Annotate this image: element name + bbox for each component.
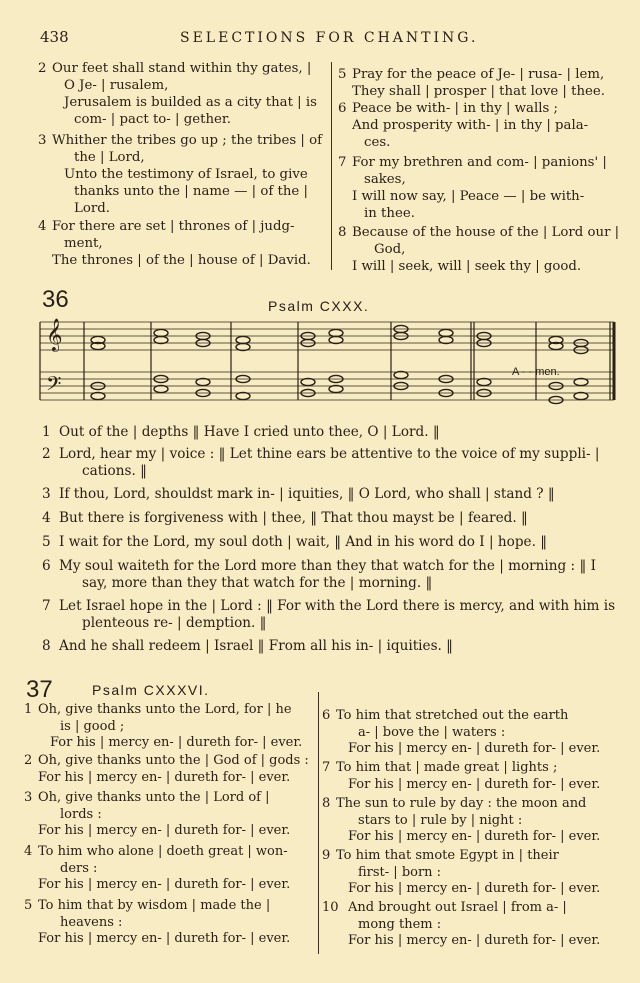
psalm-title: Psalm CXXX. bbox=[268, 298, 370, 314]
verse-number: 1 bbox=[24, 702, 33, 717]
verse-line: And he shall redeem | Israel ‖ From all his in- | iquities. ‖ bbox=[59, 638, 453, 654]
verse-line: To him who alone | doeth great | won- bbox=[38, 844, 288, 859]
verse-number: 7 bbox=[322, 760, 331, 775]
verse bbox=[322, 760, 618, 796]
verse bbox=[322, 900, 618, 950]
verse-line: To him that by wisdom | made the | bbox=[38, 898, 271, 913]
verse-line: Lord, hear my | voice : ‖ Let thine ears be attentive to the voice of my suppli- | bbox=[59, 446, 600, 462]
verse bbox=[42, 424, 617, 441]
verse-line: the | Lord, bbox=[74, 150, 145, 165]
verse-line: Oh, give thanks unto the | God of | gods : bbox=[38, 753, 309, 768]
verse-line: com- | pact to- | gether. bbox=[74, 112, 231, 127]
verse-number: 3 bbox=[38, 133, 47, 148]
verse-line: And prosperity with- | in thy | pala- bbox=[352, 118, 589, 133]
verse-number: 10 bbox=[322, 900, 339, 915]
verse-line: God, bbox=[374, 242, 406, 257]
verse bbox=[42, 446, 617, 480]
verse-line: sakes, bbox=[364, 172, 406, 187]
verse-number: 9 bbox=[322, 848, 331, 863]
verse bbox=[42, 534, 617, 551]
verse-number: 6 bbox=[338, 101, 347, 116]
verse-line: ment, bbox=[64, 236, 103, 251]
svg-text:𝄞: 𝄞 bbox=[46, 318, 63, 351]
verse bbox=[42, 638, 617, 655]
verse bbox=[24, 790, 314, 844]
verse-line: I wait for the Lord, my soul doth | wait, ‖ And in his word do I | hope. ‖ bbox=[59, 534, 548, 550]
verse-line: plenteous re- | demption. ‖ bbox=[82, 615, 267, 631]
verse-line: Oh, give thanks unto the Lord, for | he bbox=[38, 702, 292, 717]
verse-line: I will | seek, will | seek thy | good. bbox=[352, 259, 582, 274]
verse-line: For his | mercy en- | dureth for- | ever. bbox=[348, 881, 601, 896]
top-right-column bbox=[338, 66, 620, 275]
verse-line: Unto the testimony of Israel, to give bbox=[64, 167, 308, 182]
verse bbox=[338, 154, 620, 224]
verse-line: Whither the tribes go up ; the tribes | of bbox=[52, 133, 323, 148]
verse-line: To him that | made great | lights ; bbox=[336, 760, 558, 775]
verse-line: ders : bbox=[60, 860, 98, 876]
verse-line: say, more than they that watch for the | morning. ‖ bbox=[82, 575, 433, 591]
verse bbox=[322, 796, 618, 848]
verse-line: Pray for the peace of Je- | rusa- | lem, bbox=[352, 67, 605, 82]
verse-line: For his | mercy en- | dureth for- | ever. bbox=[38, 769, 291, 785]
verse-number: 5 bbox=[24, 898, 33, 913]
verse bbox=[24, 702, 314, 753]
verse-line: stars to | rule by | night : bbox=[358, 812, 523, 828]
verse-line: For his | mercy en- | dureth for- | ever. bbox=[38, 823, 291, 838]
verse-line: heavens : bbox=[60, 914, 123, 930]
column-divider bbox=[331, 62, 332, 270]
verse-line: To him that smote Egypt in | their bbox=[336, 848, 559, 863]
verse-line: in thee. bbox=[364, 206, 415, 221]
verse bbox=[38, 132, 326, 218]
psalm-title: Psalm CXXXVI. bbox=[92, 682, 210, 698]
top-left-column bbox=[38, 60, 326, 269]
verse bbox=[24, 753, 314, 790]
verse-line: mong them : bbox=[358, 916, 442, 932]
verse bbox=[338, 224, 620, 275]
verse-line: Lord. bbox=[74, 201, 110, 216]
chant-score bbox=[36, 318, 618, 412]
verse-number: 6 bbox=[322, 708, 331, 723]
column-divider bbox=[318, 692, 319, 954]
verse-number: 3 bbox=[24, 790, 33, 805]
verse-line: They shall | prosper | that love | thee. bbox=[352, 84, 606, 99]
verse-line: The thrones | of the | house of | David. bbox=[52, 253, 311, 268]
psalm-37-right-column bbox=[322, 708, 618, 950]
verse-number: 8 bbox=[338, 225, 347, 240]
verse-number: 4 bbox=[24, 844, 33, 859]
running-title: SELECTIONS FOR CHANTING. bbox=[180, 30, 479, 46]
svg-text:𝄢: 𝄢 bbox=[46, 372, 62, 400]
verse-line: is | good ; bbox=[60, 718, 125, 734]
verse-line: For his | mercy en- | dureth for- | ever. bbox=[348, 776, 601, 792]
verse-line: My soul waiteth for the Lord more than they that watch for the | morning : ‖ I bbox=[59, 558, 596, 574]
selection-number: 37 bbox=[26, 676, 53, 703]
verse-line: For his | mercy en- | dureth for- | ever. bbox=[50, 735, 303, 750]
verse bbox=[24, 898, 314, 948]
verse bbox=[42, 486, 617, 503]
verse-number: 5 bbox=[338, 67, 347, 82]
page-header bbox=[40, 28, 612, 50]
verse-line: To him that stretched out the earth bbox=[336, 708, 569, 723]
verse bbox=[338, 100, 620, 154]
verse-line: For my brethren and com- | panions' | bbox=[352, 155, 607, 170]
verse-line: Our feet shall stand within thy gates, | bbox=[52, 61, 312, 76]
verse-number: 2 bbox=[42, 446, 51, 462]
verse-line: Because of the house of the | Lord our | bbox=[352, 225, 620, 240]
verse-number: 2 bbox=[24, 753, 33, 768]
selection-number: 36 bbox=[42, 286, 69, 313]
verse bbox=[42, 510, 617, 527]
verse-line: first- | born : bbox=[358, 864, 442, 880]
verse-line: a- | bove the | waters : bbox=[358, 724, 506, 740]
verse bbox=[338, 66, 620, 100]
verse-line: Out of the | depths ‖ Have I cried unto thee, O | Lord. ‖ bbox=[59, 424, 440, 440]
verse bbox=[322, 708, 618, 760]
verse-number: 7 bbox=[42, 598, 51, 614]
psalm-37-left-column bbox=[24, 702, 314, 948]
amen-label: A - - men. bbox=[512, 366, 560, 378]
verse-line: For his | mercy en- | dureth for- | ever. bbox=[348, 829, 601, 844]
verse bbox=[42, 598, 617, 632]
verse bbox=[42, 558, 617, 592]
verse-number: 8 bbox=[322, 796, 331, 811]
verse-number: 4 bbox=[42, 510, 51, 526]
verse-line: For his | mercy en- | dureth for- | ever. bbox=[38, 877, 291, 892]
verse-line: thanks unto the | name — | of the | bbox=[74, 184, 308, 199]
verse bbox=[38, 218, 326, 269]
verse-line: cations. ‖ bbox=[82, 463, 147, 479]
verse-number: 6 bbox=[42, 558, 51, 574]
verse-line: And brought out Israel | from a- | bbox=[348, 900, 567, 915]
verse-line: But there is forgiveness with | thee, ‖ That thou mayst be | feared. ‖ bbox=[59, 510, 528, 526]
verse-number: 5 bbox=[42, 534, 51, 550]
verse-number: 4 bbox=[38, 219, 47, 234]
verse-line: Let Israel hope in the | Lord : ‖ For with the Lord there is mercy, and with him is bbox=[59, 598, 616, 614]
verse-line: For there are set | thrones of | judg- bbox=[52, 219, 295, 234]
verse-line: O Je- | rusalem, bbox=[64, 78, 169, 93]
verse-number: 3 bbox=[42, 486, 51, 502]
verse-number: 2 bbox=[38, 61, 47, 76]
verse-number: 7 bbox=[338, 155, 347, 170]
verse-line: For his | mercy en- | dureth for- | ever. bbox=[38, 931, 291, 946]
verse-line: For his | mercy en- | dureth for- | ever. bbox=[348, 933, 601, 948]
verse bbox=[38, 60, 326, 132]
verse-line: Oh, give thanks unto the | Lord of | bbox=[38, 790, 270, 805]
verse-line: I will now say, | Peace — | be with- bbox=[352, 189, 585, 204]
verse-line: lords : bbox=[60, 806, 102, 822]
verse-line: Jerusalem is builded as a city that | is bbox=[64, 95, 317, 110]
verse-line: Peace be with- | in thy | walls ; bbox=[352, 101, 559, 116]
verse bbox=[24, 844, 314, 898]
verse-line: If thou, Lord, shouldst mark in- | iquities, ‖ O Lord, who shall | stand ? ‖ bbox=[59, 486, 555, 502]
verse-number: 8 bbox=[42, 638, 51, 654]
verse-line: ces. bbox=[364, 135, 391, 150]
verse-number: 1 bbox=[42, 424, 51, 440]
page-number: 438 bbox=[40, 28, 69, 46]
verse-line: The sun to rule by day : the moon and bbox=[336, 796, 587, 811]
verse bbox=[322, 848, 618, 900]
verse-line: For his | mercy en- | dureth for- | ever. bbox=[348, 741, 601, 756]
